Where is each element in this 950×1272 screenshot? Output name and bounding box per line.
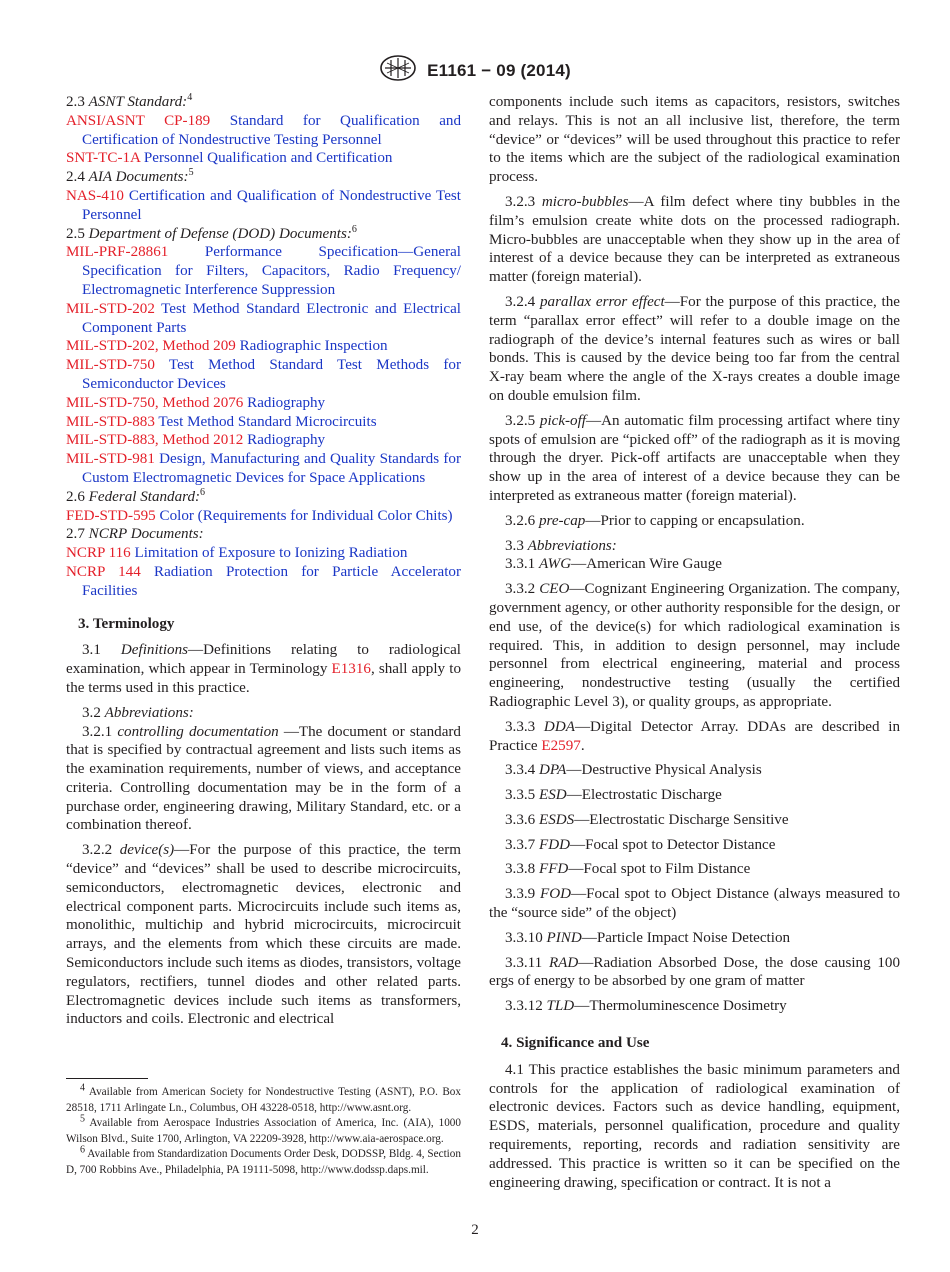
ref-mil-std-750[interactable]: MIL-STD-750 Test Method Standard Test Methods for Semiconductor Devices (66, 357, 461, 392)
ref-ncrp-116[interactable]: NCRP 116 Limitation of Exposure to Ionizing Radiation (66, 545, 408, 562)
left-column (66, 93, 461, 1029)
designation: E1161 − 09 (2014) (427, 60, 571, 80)
section-2-3: 2.3 ASNT Standard:$^4$ (66, 91, 193, 110)
para-3-3-11: 3.3.11 RAD—Radiation Absorbed Dose, the dose causing 100 ergs of energy to be absorbed by one gram of matter (489, 954, 900, 990)
section-heading-terminology: 3. Terminology (78, 615, 175, 632)
para-3-3-8: 3.3.8 FFD—Focal spot to Film Distance (505, 861, 751, 878)
ref-fed-std-595[interactable]: FED-STD-595 Color (Requirements for Individual Color Chits) (66, 507, 453, 524)
para-3-2-2: 3.2.2 device(s)—For the purpose of this practice, the term “device” and “devices” shall be used to describe microcircuits, semiconductors, electromagnetic devices, electronic and electrical component parts. Microcircuits include such items as, monolithic, multichip and hybrid microcircuits, microcircuit arrays, and the elements from which these circuits are made. Semiconductors include such items as diodes, transistors, voltage regulators, rectifiers, tunnel diodes and other related parts. Electromagnetic devices include such items as transformers, inductors and coils. Electronic and electrical (66, 842, 461, 1028)
para-3-3-4: 3.3.4 DPA—Destructive Physical Analysis (505, 762, 762, 779)
para-3-3-2: 3.3.2 CEO—Cognizant Engineering Organization. The company, government agency, or other authority responsible for the design, or end use, of the device(s) for which radiological examination is required. This, in addition to design personnel, may include personnel from electrical engineering, material and process engineering, nondestructive testing (usually the certified Radiographic Level 3), or quality groups, as appropriate. (489, 581, 900, 710)
astm-logo-icon (379, 54, 417, 87)
ref-mil-std-981[interactable]: MIL-STD-981 Design, Manufacturing and Quality Standards for Custom Electromagnetic Devices for Space Applications (66, 451, 461, 486)
ref-mil-std-750-2076[interactable]: MIL-STD-750, Method 2076 Radiography (66, 394, 326, 411)
section-2-4: 2.4 AIA Documents:$^5$ (66, 167, 194, 186)
ref-mil-std-202-209[interactable]: MIL-STD-202, Method 209 Radiographic Inspection (66, 338, 388, 355)
para-3-3-7: 3.3.7 FDD—Focal spot to Detector Distance (505, 836, 776, 853)
link-e2597[interactable]: E2597 (541, 737, 581, 754)
footnote-rule (66, 1078, 148, 1079)
footnotes (66, 1078, 461, 1178)
para-3-3-1: 3.3.1 AWG—American Wire Gauge (505, 556, 722, 573)
para-3-2-3: 3.2.3 micro-bubbles—A film defect where tiny bubbles in the film’s emulsion create white dots on the processed radiograph. Micro-bubbles are unacceptable when they show up in the area of interest of a device because they can be interpreted as extraneous matter (foreign material). (489, 193, 900, 286)
para-3-3-5: 3.3.5 ESD—Electrostatic Discharge (505, 787, 722, 804)
footnote-6: $^6$ Available from Standardization Documents Order Desk, DODSSP, Bldg. 4, Section D, 700 Robbins Ave., Philadelphia, PA 19111-5098, http://www.dodssp.daps.mil. (66, 1144, 461, 1176)
section-heading-significance: 4. Significance and Use (501, 1035, 650, 1052)
section-2-7: 2.7 NCRP Documents: (66, 526, 204, 543)
ref-mil-prf-28861[interactable]: MIL-PRF-28861 Performance Specification—General Specification for Filters, Capacitors, Radio Frequency/ Electromagnetic Interference Suppression (66, 244, 461, 298)
ref-nas-410[interactable]: NAS-410 Certification and Qualification of Nondestructive Test Personnel (66, 187, 461, 223)
para-3-2: 3.2 Abbreviations: (82, 704, 194, 721)
section-2-6: 2.6 Federal Standard:$^6$ (66, 486, 206, 505)
para-3-2-6: 3.2.6 pre-cap—Prior to capping or encapsulation. (505, 512, 805, 529)
para-3-2-4: 3.2.4 parallax error effect—For the purpose of this practice, the term “parallax error effect” will refer to a double image on the radiograph of the device’s internal features such as wires or ball bonds. This is caused by the device being too far from the central X-ray beam where the angle of the X-rays creates a double image on double emulsion film. (489, 293, 900, 404)
ref-snt-tc-1a[interactable]: SNT-TC-1A Personnel Qualification and Certification (66, 150, 393, 167)
para-3-3: 3.3 Abbreviations: (505, 537, 617, 554)
para-continuation: components include such items as capacitors, resistors, switches and relays. This is not an all inclusive list, therefore, the term “device” or “devices” will be used throughout this practice to refer to the items which are the subject of the radiological examination process. (489, 94, 900, 186)
para-3-3-3: 3.3.3 DDA—Digital Detector Array. DDAs are described in Practice E2597. (489, 718, 900, 754)
para-4-1: 4.1 This practice establishes the basic minimum parameters and controls for the application of radiological examination of electronic devices. Factors such as device handling, equipment, ESDS, materials, personnel qualification, procedure and quality requirements, reporting, records and radiation sensitivity are addressed. This practice is written so it can be specified on the engineering drawing, specification or contract. It is not a (489, 1061, 900, 1191)
para-3-1: 3.1 Definitions—Definitions relating to radiological examination, which appear in Terminology E1316, shall apply to the terms used in this practice. (66, 642, 461, 696)
right-column (489, 93, 900, 1192)
page-number: 2 (471, 1222, 479, 1238)
para-3-2-1: 3.2.1 controlling documentation —The document or standard that is specified by contractual agreement and lists such items as the examination requirements, number of views, and acceptance criteria. Controlling documentation may be in the form of a purchase order, engineering drawing, Military Standard, etc. or a combination thereof. (66, 723, 461, 834)
footnote-4: $^4$ Available from American Society for Nondestructive Testing (ASNT), P.O. Box 28518, 1711 Arlingate Ln., Columbus, OH 43228-0518, http://www.asnt.org. (66, 1082, 461, 1114)
page-header (0, 54, 950, 87)
ref-mil-std-883-2012[interactable]: MIL-STD-883, Method 2012 Radiography (66, 432, 326, 449)
ref-ncrp-144[interactable]: NCRP 144 Radiation Protection for Particle Accelerator Facilities (66, 563, 461, 599)
para-3-3-9: 3.3.9 FOD—Focal spot to Object Distance (always measured to the “source side” of the object) (489, 886, 900, 922)
ref-cp189[interactable]: ANSI/ASNT CP-189 Standard for Qualification and Certification of Nondestructive Testing Personnel (66, 112, 461, 148)
footnote-5: $^5$ Available from Aerospace Industries Association of America, Inc. (AIA), 1000 Wilson Blvd., Suite 1700, Arlington, VA 22209-3928, http://www.aia-aerospace.org. (66, 1113, 461, 1145)
link-e1316[interactable]: E1316 (331, 661, 371, 678)
ref-mil-std-202[interactable]: MIL-STD-202 Test Method Standard Electronic and Electrical Component Parts (66, 300, 461, 336)
para-3-2-5: 3.2.5 pick-off—An automatic film processing artifact where tiny spots of emulsion are “picked off” of the radiograph as it is moving through the dryer. Pick-off artifacts are unacceptable when they show up in the area of interest of a device because they can be interpreted as extraneous matter (foreign material). (489, 412, 900, 504)
para-3-3-12: 3.3.12 TLD—Thermoluminescence Dosimetry (505, 998, 787, 1015)
para-3-3-10: 3.3.10 PIND—Particle Impact Noise Detection (505, 929, 791, 946)
para-3-3-6: 3.3.6 ESDS—Electrostatic Discharge Sensitive (505, 811, 789, 828)
ref-mil-std-883[interactable]: MIL-STD-883 Test Method Standard Microcircuits (66, 413, 377, 430)
section-2-5: 2.5 Department of Defense (DOD) Documents:$^6$ (66, 223, 357, 242)
